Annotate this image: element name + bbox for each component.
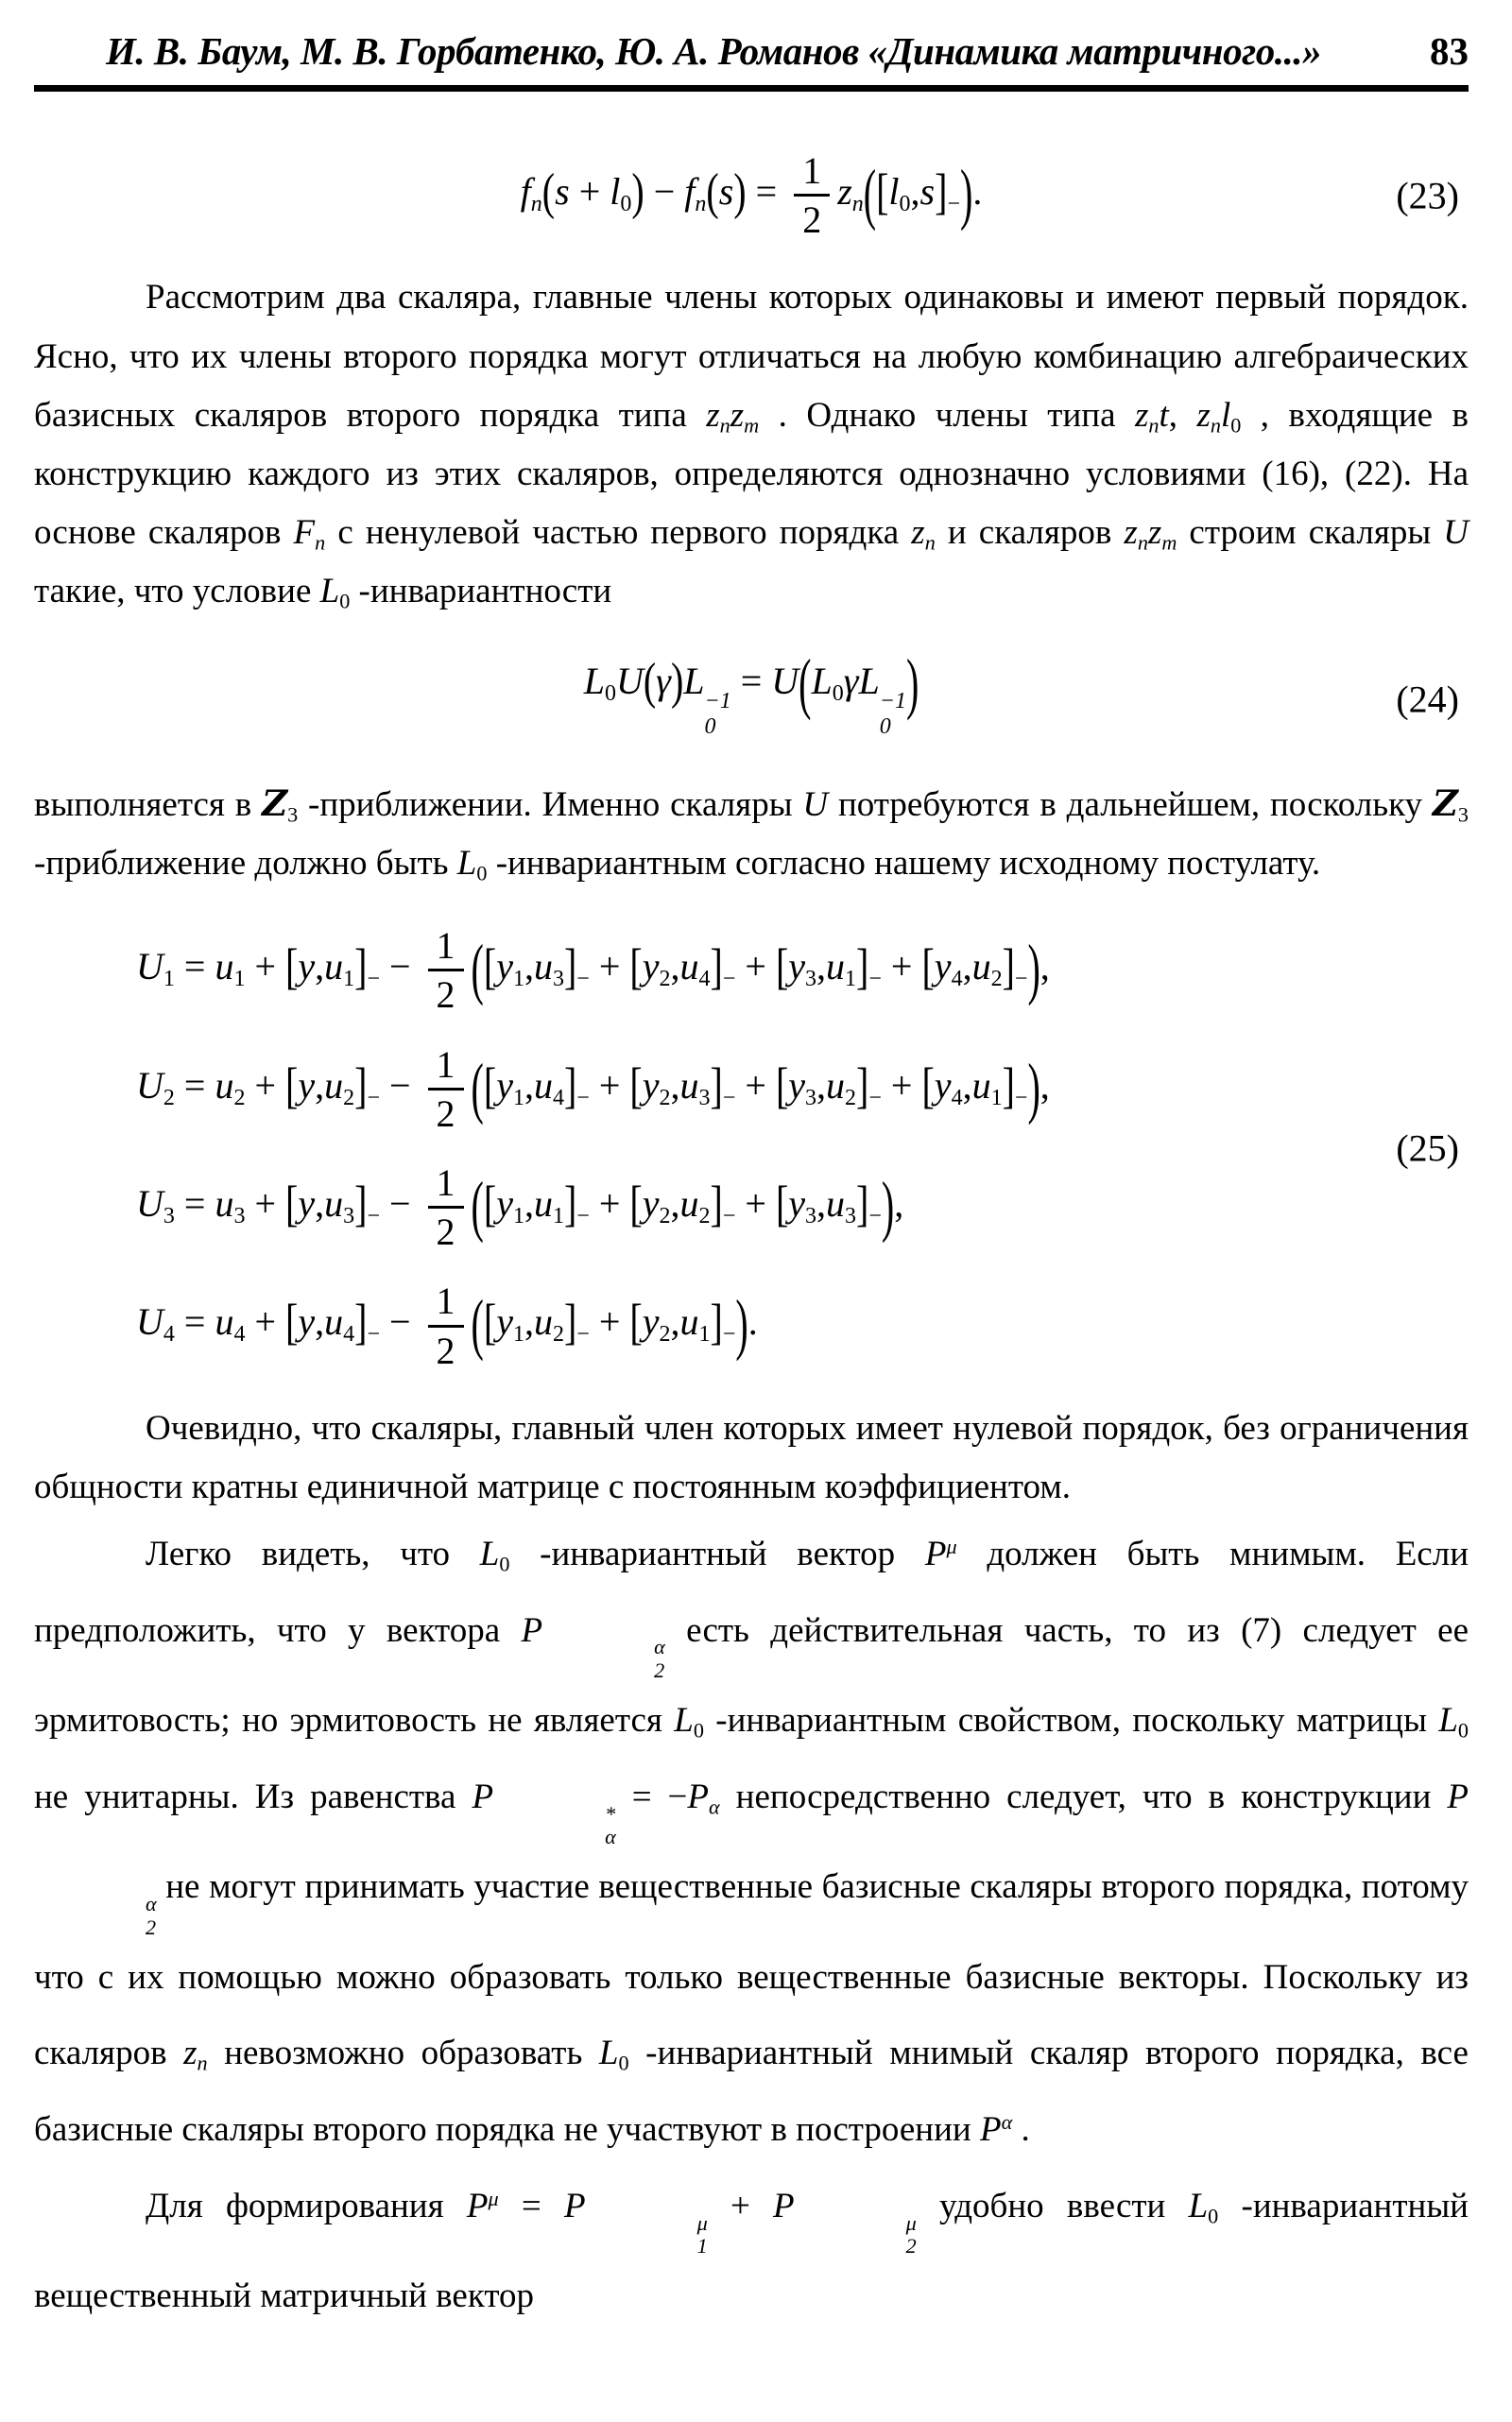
paragraph-3: Очевидно, что скаляры, главный член которых имеет нулевой порядок, без ограничения общности кратны единичной матрице с постоянным коэффициентом.: [34, 1408, 1469, 1506]
equation-23: [34, 150, 1469, 240]
page-number: 83: [1430, 29, 1469, 73]
paragraph-2: выполняется в $Z_3$ -приближении. Именно скаляры U потребуются в дальнейшем, поскольку $Z_3$ -приближение должно быть $L_0$ -инвариантным согласно нашему исходному постулату.: [34, 782, 1469, 885]
equation-24-number: (24): [1396, 678, 1459, 721]
equation-25-line-2: $U_2 = u_2 + [y,u_2]_-$ − $\frac{1}{2}$ $([y_1,u_4]_- + [y_2,u_3]_- + [y_3,u_2]_- + [y_4,u_1]_-)$,: [136, 1042, 1050, 1135]
equation-23-number: (23): [1396, 174, 1459, 217]
paragraph-5: Для формирования $P^\mu = P$ μ 1 + P μ 2 удобно ввести $L_0$ -инвариантный вещественный матричный вектор: [34, 2186, 1469, 2316]
equation-24-formula: $L_0U(\gamma)L$ −1 0 = $U(L_0\gamma L$ −1 0 ): [583, 644, 919, 740]
equation-25-number: (25): [1396, 1126, 1459, 1170]
equation-25-line-1: $U_1 = u_1 + [y,u_1]_-$ − $\frac{1}{2}$ $([y_1,u_3]_- + [y_2,u_4]_- + [y_3,u_1]_- + [y_4,u_2]_-)$,: [136, 924, 1050, 1017]
equation-23-formula: $f_n(s + l_0) - f_n(s)$ = $\frac{1}{2}$ $z_n([l_0,s]_-)$.: [520, 149, 983, 242]
header-rule: [34, 85, 1469, 92]
equation-25: [34, 925, 1469, 1371]
equation-25-line-3: $U_3 = u_3 + [y,u_3]_-$ − $\frac{1}{2}$ $([y_1,u_1]_- + [y_2,u_2]_- + [y_3,u_3]_-)$,: [136, 1161, 904, 1254]
paragraph-1: Рассмотрим два скаляра, главные члены которых одинаковы и имеют первый порядок. Ясно, что их члены второго порядка могут отличаться на любую комбинацию алгебраических базисных скаляров второго порядка типа $z_nz_m$ . Однако члены типа $z_nt$, $z_nl_0$ , входящие в конструкцию каждого из этих скаляров, определяются однозначно условиями (16), (22). На основе скаляров $F_n$ с ненулевой частью первого порядка $z_n$ и скаляров $z_nz_m$ строим скаляры U такие, что условие $L_0$ -инвариантности: [34, 278, 1469, 613]
equation-25-line-4: $U_4 = u_4 + [y,u_4]_-$ − $\frac{1}{2}$ $([y_1,u_2]_- + [y_2,u_1]_-)$.: [136, 1280, 758, 1372]
running-header: [34, 28, 1469, 74]
running-header-title: И. В. Баум, М. В. Горбатенко, Ю. А. Романов «Динамика матричного...»: [106, 29, 1321, 73]
equation-24: [34, 644, 1469, 740]
paragraph-4: Легко видеть, что $L_0$ -инвариантный вектор $P^\mu$ должен быть мнимым. Если предположить, что у вектора P α 2 есть действительная часть, то из (7) следует ее эрмитовость; но эрмитовость не является $L_0$ -инвариантным свойством, поскольку матрицы $L_0$ не унитарны. Из равенства P * α = $-P_\alpha$ непосредственно следует, что в конструкции P α 2 не могут принимать участие вещественные базисные скаляры второго порядка, потому что с их помощью можно образовать только вещественные базисные векторы. Поскольку из скаляров $z_n$ невозможно образовать $L_0$ -инвариантный мнимый скаляр второго порядка, все базисные скаляры второго порядка не участвуют в построении $P^\alpha$ .: [34, 1534, 1469, 2150]
